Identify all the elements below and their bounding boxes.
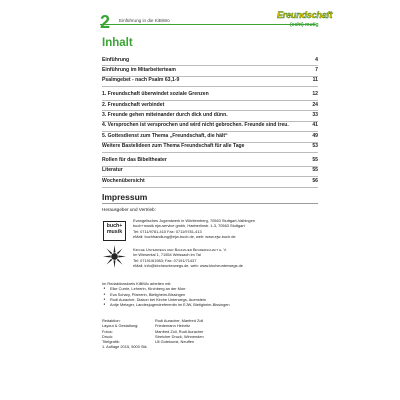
toc-entry-page: 53 <box>312 143 318 150</box>
credit-key: Titelgrafik: <box>102 339 120 345</box>
toc-entry-page: 55 <box>312 157 318 164</box>
toc-entry <box>102 77 318 87</box>
logo-top-text: Ereundschaft <box>277 10 333 20</box>
toc-entry-page: 4 <box>315 56 318 63</box>
toc-entry-page: 41 <box>312 122 318 129</box>
publisher2-line: Kirche Unterwegs der Bahnauer Bruderschaft e. V. <box>133 247 227 252</box>
credit-key: Druck: <box>102 333 114 339</box>
credit-value: Rudi Auracher, Manfred Zoll <box>155 318 204 323</box>
impressum-rule <box>102 203 318 204</box>
page-number: 2 <box>100 12 111 32</box>
toc-entry-title: Wochenübersicht <box>102 177 145 184</box>
toc-entry <box>102 132 318 142</box>
impressum-subtitle: Herausgeber und Vertrieb: <box>102 207 156 212</box>
toc-entry-title: 5. Gottesdienst zum Thema „Freundschaft, die hält“ <box>102 132 228 139</box>
toc-entry-title: 1. Freundschaft überwindet soziale Grenzen <box>102 91 209 98</box>
publisher1-line: Tel: 0711/9781-410 Fax: 0711/9781-413 <box>133 228 202 234</box>
toc-entry-title: 2. Freundschaft verbindet <box>102 101 165 108</box>
logo-bottom-text: (echt) mutig <box>290 22 319 28</box>
buch-musik-logo <box>103 221 126 241</box>
publisher2-block <box>133 247 243 268</box>
toc-entry-page: 24 <box>312 101 318 108</box>
toc-entry-page: 49 <box>312 132 318 139</box>
toc-entry <box>102 177 318 187</box>
edition-text: 1. Auflage 2015, 5000 Stk. <box>102 344 148 350</box>
toc-entry-page: 33 <box>312 111 318 118</box>
credit-value: Friedemann Heinritz <box>155 323 191 329</box>
series-logo <box>277 8 333 32</box>
credit-key: Layout & Gestaltung: <box>102 323 139 329</box>
team-intro: Im Redaktionskreis KiBiWo arbeiten mit: <box>102 281 172 286</box>
toc-entry <box>102 122 318 132</box>
publisher2-line: Im Wiesental 1, 71554 Weissach im Tal <box>133 252 201 258</box>
toc-entry <box>102 66 318 76</box>
toc-entry <box>102 167 318 177</box>
running-head: Einführung in die KiBiWo <box>119 18 170 23</box>
publisher1-block <box>133 218 255 239</box>
publisher2-line: Tel: 07191/61983; Fax: 07191/71437 <box>133 257 197 263</box>
publisher2-line: eMail: info@kircheunterwegs.de, web: www.kircheunterwegs.de <box>133 262 243 268</box>
toc-entry-page: 7 <box>315 66 318 73</box>
toc-entry <box>102 111 318 121</box>
publisher1-line: Evangelisches Jugendwerk in Württemberg, 70563 Stuttgart-Vaihingen <box>133 218 255 223</box>
toc-entry-page: 56 <box>312 177 318 184</box>
credit-key: Redaktion: <box>102 318 121 323</box>
toc-entry-page: 12 <box>312 91 318 98</box>
toc-entry <box>102 56 318 66</box>
buch-musik-logo-line2: musik <box>106 228 123 235</box>
team-member: ● Elke Currle, Lehrerin, Kirchberg an der Murr <box>102 286 230 291</box>
toc-entry-page: 11 <box>312 77 318 84</box>
toc-entry-page: 55 <box>312 167 318 174</box>
kirche-unterwegs-logo <box>103 245 126 268</box>
team-member: ● Rudi Auracher, Diakon bei Kirche Unterwegs, Auenstein <box>102 297 230 302</box>
credit-value: Manfred Zoll, Rudi Auracher <box>155 328 204 334</box>
toc-entry-title: Rollen für das Bibeltheater <box>102 157 167 164</box>
toc-list <box>102 56 318 188</box>
credit-key: Fotos: <box>102 328 113 334</box>
credit-value: Uli Gutekunst, Neuffen <box>155 339 195 345</box>
publisher1-line: eMail: buchhandlung@ejw-buch.de, web: www.ejw-buch.de <box>133 233 236 239</box>
impressum-title: Impressum <box>102 192 148 202</box>
toc-entry-title: Einführung <box>102 56 130 63</box>
team-member: ● Eva Schary, Pfarrerin, Bietigheim-Bissingen <box>102 292 230 297</box>
toc-entry-title: 3. Freunde gehen miteinander durch dick und dünn. <box>102 111 228 118</box>
team-list <box>102 281 230 307</box>
toc-entry-title: Weitere Bastelideen zum Thema Freundschaft für alle Tage <box>102 143 245 150</box>
buch-musik-logo-line1: buch+ <box>106 223 123 229</box>
toc-title: Inhalt <box>102 37 133 49</box>
team-member: ● Antje Metzger, Landesjugendreferentin im EJW, Bietigheim-Bissingen <box>102 302 230 307</box>
publisher1-line: buch+musik ejw-service gmbh, Haeberlinstr. 1-3, 70563 Stuttgart <box>133 223 245 229</box>
toc-entry-title: 4. Versprochen ist versprochen und wird nicht gebrochen. Freunde sind treu. <box>102 122 289 129</box>
toc-entry-title: Einführung im Mitarbeiterteam <box>102 66 176 73</box>
credit-value: Streicher Druck, Winnenden <box>155 333 204 339</box>
toc-entry <box>102 143 318 153</box>
toc-entry-title: Psalmgebet - nach Psalm 63,1-9 <box>102 77 180 84</box>
toc-entry-title: Literatur <box>102 167 123 174</box>
toc-entry <box>102 91 318 101</box>
toc-entry <box>102 157 318 167</box>
toc-entry <box>102 101 318 111</box>
